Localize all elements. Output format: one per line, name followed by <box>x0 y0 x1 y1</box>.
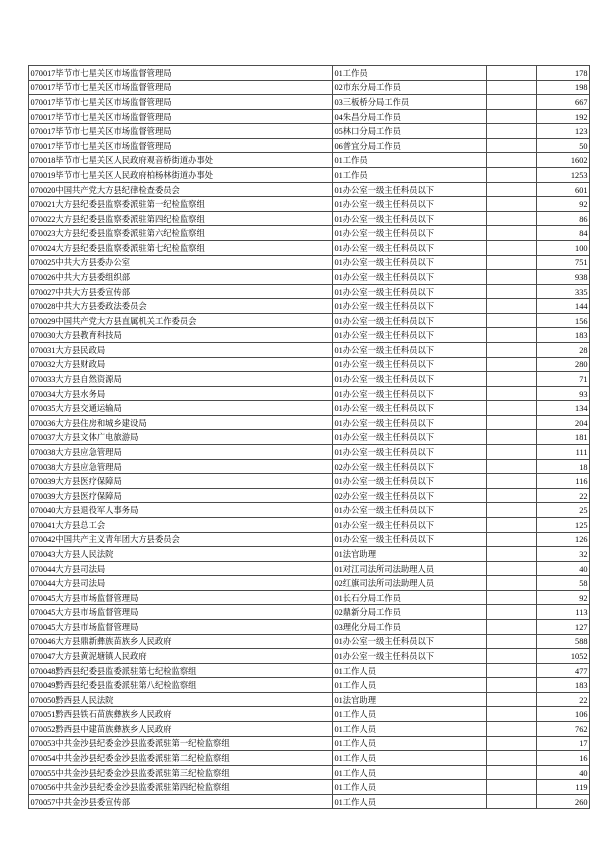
cell-organization[interactable]: 070030大方县教育科技局 <box>29 328 333 343</box>
cell-position[interactable]: 01工作员 <box>333 168 487 183</box>
table-row[interactable] <box>29 605 590 620</box>
cell-count[interactable]: 477 <box>537 663 590 678</box>
cell-blank[interactable] <box>487 168 537 183</box>
cell-position[interactable]: 01办公室一级主任科员以下 <box>333 386 487 401</box>
cell-position[interactable]: 01工作人员 <box>333 736 487 751</box>
table-row[interactable] <box>29 255 590 270</box>
table-row[interactable] <box>29 634 590 649</box>
cell-count[interactable]: 1253 <box>537 168 590 183</box>
cell-count[interactable]: 588 <box>537 634 590 649</box>
cell-blank[interactable] <box>487 430 537 445</box>
cell-blank[interactable] <box>487 270 537 285</box>
cell-position[interactable]: 01办公室一级主任科员以下 <box>333 299 487 314</box>
cell-count[interactable]: 938 <box>537 270 590 285</box>
cell-position[interactable]: 02红旗司法所司法助理人员 <box>333 576 487 591</box>
cell-count[interactable]: 260 <box>537 794 590 809</box>
cell-count[interactable]: 40 <box>537 561 590 576</box>
cell-blank[interactable] <box>487 95 537 110</box>
table-row[interactable] <box>29 590 590 605</box>
table-row[interactable] <box>29 722 590 737</box>
cell-blank[interactable] <box>487 794 537 809</box>
cell-position[interactable]: 01工作人员 <box>333 722 487 737</box>
cell-organization[interactable]: 070045大方县市场监督管理局 <box>29 619 333 634</box>
cell-count[interactable]: 144 <box>537 299 590 314</box>
cell-position[interactable]: 01工作员 <box>333 153 487 168</box>
cell-organization[interactable]: 070044大方县司法局 <box>29 561 333 576</box>
cell-organization[interactable]: 070057中共金沙县委宣传部 <box>29 794 333 809</box>
cell-count[interactable]: 667 <box>537 95 590 110</box>
cell-position[interactable]: 01办公室一级主任科员以下 <box>333 342 487 357</box>
cell-blank[interactable] <box>487 226 537 241</box>
cell-position[interactable]: 02办公室一级主任科员以下 <box>333 459 487 474</box>
table-row[interactable] <box>29 226 590 241</box>
cell-organization[interactable]: 070017毕节市七星关区市场监督管理局 <box>29 138 333 153</box>
cell-position[interactable]: 01办公室一级主任科员以下 <box>333 401 487 416</box>
table-row[interactable] <box>29 197 590 212</box>
cell-position[interactable]: 01工作人员 <box>333 780 487 795</box>
cell-blank[interactable] <box>487 619 537 634</box>
table-body <box>29 66 590 809</box>
cell-count[interactable]: 601 <box>537 182 590 197</box>
cell-position[interactable]: 01对江司法所司法助理人员 <box>333 561 487 576</box>
cell-count[interactable]: 127 <box>537 619 590 634</box>
cell-organization[interactable]: 070017毕节市七星关区市场监督管理局 <box>29 66 333 81</box>
cell-organization[interactable]: 070017毕节市七星关区市场监督管理局 <box>29 95 333 110</box>
cell-blank[interactable] <box>487 532 537 547</box>
table-row[interactable] <box>29 401 590 416</box>
cell-position[interactable]: 01办公室一级主任科员以下 <box>333 226 487 241</box>
cell-organization[interactable]: 070034大方县水务局 <box>29 386 333 401</box>
cell-position[interactable]: 01办公室一级主任科员以下 <box>333 284 487 299</box>
cell-blank[interactable] <box>487 459 537 474</box>
table-row[interactable] <box>29 357 590 372</box>
cell-organization[interactable]: 070039大方县医疗保障局 <box>29 474 333 489</box>
table-row[interactable] <box>29 707 590 722</box>
cell-organization[interactable]: 070036大方县住房和城乡建设局 <box>29 415 333 430</box>
cell-organization[interactable]: 070019毕节市七星关区人民政府柏杨林街道办事处 <box>29 168 333 183</box>
cell-position[interactable]: 01办公室一级主任科员以下 <box>333 445 487 460</box>
cell-position[interactable]: 01办公室一级主任科员以下 <box>333 634 487 649</box>
cell-position[interactable]: 06普宜分局工作员 <box>333 138 487 153</box>
cell-position[interactable]: 01办公室一级主任科员以下 <box>333 503 487 518</box>
cell-count[interactable]: 16 <box>537 751 590 766</box>
cell-organization[interactable]: 070042中国共产主义青年团大方县委员会 <box>29 532 333 547</box>
table-row[interactable] <box>29 415 590 430</box>
cell-position[interactable]: 01工作人员 <box>333 663 487 678</box>
cell-blank[interactable] <box>487 503 537 518</box>
cell-count[interactable]: 17 <box>537 736 590 751</box>
cell-count[interactable]: 181 <box>537 430 590 445</box>
cell-organization[interactable]: 070052黔西县中建苗族彝族乡人民政府 <box>29 722 333 737</box>
cell-blank[interactable] <box>487 576 537 591</box>
cell-blank[interactable] <box>487 211 537 226</box>
cell-count[interactable]: 134 <box>537 401 590 416</box>
cell-position[interactable]: 01办公室一级主任科员以下 <box>333 649 487 664</box>
cell-position[interactable]: 01工作人员 <box>333 707 487 722</box>
table-row[interactable] <box>29 372 590 387</box>
cell-organization[interactable]: 070027中共大方县委宣传部 <box>29 284 333 299</box>
table-row[interactable] <box>29 532 590 547</box>
cell-blank[interactable] <box>487 488 537 503</box>
cell-position[interactable]: 01办公室一级主任科员以下 <box>333 182 487 197</box>
cell-blank[interactable] <box>487 605 537 620</box>
cell-blank[interactable] <box>487 751 537 766</box>
cell-organization[interactable]: 070033大方县自然资源局 <box>29 372 333 387</box>
table-row[interactable] <box>29 138 590 153</box>
cell-blank[interactable] <box>487 517 537 532</box>
table-row[interactable] <box>29 445 590 460</box>
cell-count[interactable]: 106 <box>537 707 590 722</box>
cell-organization[interactable]: 070054中共金沙县纪委金沙县监委派驻第二纪检监察组 <box>29 751 333 766</box>
cell-organization[interactable]: 070017毕节市七星关区市场监督管理局 <box>29 124 333 139</box>
table-row[interactable] <box>29 124 590 139</box>
cell-count[interactable]: 92 <box>537 590 590 605</box>
table-row[interactable] <box>29 780 590 795</box>
cell-count[interactable]: 126 <box>537 532 590 547</box>
cell-position[interactable]: 01办公室一级主任科员以下 <box>333 197 487 212</box>
table-row[interactable] <box>29 182 590 197</box>
cell-blank[interactable] <box>487 66 537 81</box>
cell-position[interactable]: 01办公室一级主任科员以下 <box>333 474 487 489</box>
table-row[interactable] <box>29 736 590 751</box>
table-row[interactable] <box>29 284 590 299</box>
cell-position[interactable]: 03理化分局工作员 <box>333 619 487 634</box>
cell-position[interactable]: 01办公室一级主任科员以下 <box>333 270 487 285</box>
cell-organization[interactable]: 070025中共大方县委办公室 <box>29 255 333 270</box>
cell-position[interactable]: 01办公室一级主任科员以下 <box>333 255 487 270</box>
cell-blank[interactable] <box>487 722 537 737</box>
cell-count[interactable]: 25 <box>537 503 590 518</box>
cell-count[interactable]: 751 <box>537 255 590 270</box>
cell-count[interactable]: 280 <box>537 357 590 372</box>
cell-position[interactable]: 01工作人员 <box>333 794 487 809</box>
cell-blank[interactable] <box>487 80 537 95</box>
cell-organization[interactable]: 070039大方县医疗保障局 <box>29 488 333 503</box>
cell-organization[interactable]: 070045大方县市场监督管理局 <box>29 605 333 620</box>
cell-blank[interactable] <box>487 109 537 124</box>
cell-count[interactable]: 100 <box>537 240 590 255</box>
table-row[interactable] <box>29 794 590 809</box>
cell-count[interactable]: 192 <box>537 109 590 124</box>
cell-count[interactable]: 71 <box>537 372 590 387</box>
table-row[interactable] <box>29 692 590 707</box>
cell-organization[interactable]: 070029中国共产党大方县直属机关工作委员会 <box>29 313 333 328</box>
table-row[interactable] <box>29 619 590 634</box>
cell-organization[interactable]: 070047大方县黄泥塘镇人民政府 <box>29 649 333 664</box>
cell-count[interactable]: 204 <box>537 415 590 430</box>
cell-position[interactable]: 01工作员 <box>333 66 487 81</box>
cell-position[interactable]: 01办公室一级主任科员以下 <box>333 372 487 387</box>
cell-count[interactable]: 113 <box>537 605 590 620</box>
cell-organization[interactable]: 070040大方县退役军人事务局 <box>29 503 333 518</box>
cell-organization[interactable]: 070026中共大方县委组织部 <box>29 270 333 285</box>
cell-blank[interactable] <box>487 342 537 357</box>
cell-position[interactable]: 01工作人员 <box>333 678 487 693</box>
cell-organization[interactable]: 070024大方县纪委县监察委派驻第七纪检监察组 <box>29 240 333 255</box>
cell-count[interactable]: 40 <box>537 765 590 780</box>
cell-blank[interactable] <box>487 284 537 299</box>
cell-position[interactable]: 01工作人员 <box>333 765 487 780</box>
cell-position[interactable]: 03三板桥分局工作员 <box>333 95 487 110</box>
cell-count[interactable]: 28 <box>537 342 590 357</box>
cell-organization[interactable]: 070021大方县纪委县监察委派驻第一纪检监察组 <box>29 197 333 212</box>
table-row[interactable] <box>29 299 590 314</box>
table-row[interactable] <box>29 430 590 445</box>
table-row[interactable] <box>29 517 590 532</box>
cell-position[interactable]: 02鼎新分局工作员 <box>333 605 487 620</box>
cell-blank[interactable] <box>487 634 537 649</box>
table-row[interactable] <box>29 751 590 766</box>
cell-position[interactable]: 01办公室一级主任科员以下 <box>333 328 487 343</box>
cell-count[interactable]: 1052 <box>537 649 590 664</box>
cell-organization[interactable]: 070038大方县应急管理局 <box>29 459 333 474</box>
data-table <box>28 65 590 809</box>
cell-position[interactable]: 02市东分局工作员 <box>333 80 487 95</box>
cell-organization[interactable]: 070037大方县文体广电旅游局 <box>29 430 333 445</box>
cell-organization[interactable]: 070046大方县鼎新彝族苗族乡人民政府 <box>29 634 333 649</box>
cell-blank[interactable] <box>487 372 537 387</box>
cell-blank[interactable] <box>487 313 537 328</box>
cell-count[interactable]: 22 <box>537 692 590 707</box>
cell-blank[interactable] <box>487 328 537 343</box>
cell-blank[interactable] <box>487 386 537 401</box>
cell-count[interactable]: 183 <box>537 678 590 693</box>
cell-count[interactable]: 123 <box>537 124 590 139</box>
cell-position[interactable]: 01法官助理 <box>333 547 487 562</box>
table-row[interactable] <box>29 153 590 168</box>
cell-count[interactable]: 50 <box>537 138 590 153</box>
cell-organization[interactable]: 070031大方县民政局 <box>29 342 333 357</box>
table-row[interactable] <box>29 109 590 124</box>
table-row[interactable] <box>29 95 590 110</box>
table-row[interactable] <box>29 270 590 285</box>
cell-position[interactable]: 02办公室一级主任科员以下 <box>333 488 487 503</box>
cell-organization[interactable]: 070053中共金沙县纪委金沙县监委派驻第一纪检监察组 <box>29 736 333 751</box>
cell-count[interactable]: 84 <box>537 226 590 241</box>
table-row[interactable] <box>29 765 590 780</box>
cell-position[interactable]: 01办公室一级主任科员以下 <box>333 240 487 255</box>
cell-blank[interactable] <box>487 445 537 460</box>
cell-count[interactable]: 156 <box>537 313 590 328</box>
cell-count[interactable]: 32 <box>537 547 590 562</box>
cell-organization[interactable]: 070028中共大方县委政法委员会 <box>29 299 333 314</box>
cell-count[interactable]: 111 <box>537 445 590 460</box>
table-row[interactable] <box>29 503 590 518</box>
cell-organization[interactable]: 070017毕节市七星关区市场监督管理局 <box>29 109 333 124</box>
cell-position[interactable]: 01办公室一级主任科员以下 <box>333 532 487 547</box>
cell-organization[interactable]: 070051黔西县铁石苗族彝族乡人民政府 <box>29 707 333 722</box>
cell-count[interactable]: 58 <box>537 576 590 591</box>
cell-blank[interactable] <box>487 153 537 168</box>
table-row[interactable] <box>29 313 590 328</box>
table-row[interactable] <box>29 547 590 562</box>
cell-organization[interactable]: 070050黔西县人民法院 <box>29 692 333 707</box>
cell-blank[interactable] <box>487 649 537 664</box>
cell-blank[interactable] <box>487 736 537 751</box>
cell-count[interactable]: 86 <box>537 211 590 226</box>
table-row[interactable] <box>29 211 590 226</box>
cell-position[interactable]: 01长石分局工作员 <box>333 590 487 605</box>
table-row[interactable] <box>29 328 590 343</box>
cell-blank[interactable] <box>487 138 537 153</box>
table-row[interactable] <box>29 663 590 678</box>
table-row[interactable] <box>29 66 590 81</box>
cell-organization[interactable]: 070041大方县总工会 <box>29 517 333 532</box>
cell-blank[interactable] <box>487 547 537 562</box>
table-row[interactable] <box>29 240 590 255</box>
cell-organization[interactable]: 070035大方县交通运输局 <box>29 401 333 416</box>
cell-count[interactable]: 335 <box>537 284 590 299</box>
cell-blank[interactable] <box>487 182 537 197</box>
cell-count[interactable]: 119 <box>537 780 590 795</box>
cell-count[interactable]: 116 <box>537 474 590 489</box>
cell-position[interactable]: 01法官助理 <box>333 692 487 707</box>
cell-count[interactable]: 93 <box>537 386 590 401</box>
cell-organization[interactable]: 070049黔西县纪委县监委派驻第八纪检监察组 <box>29 678 333 693</box>
cell-count[interactable]: 1602 <box>537 153 590 168</box>
cell-organization[interactable]: 070032大方县财政局 <box>29 357 333 372</box>
cell-organization[interactable]: 070056中共金沙县纪委金沙县监委派驻第四纪检监察组 <box>29 780 333 795</box>
cell-blank[interactable] <box>487 299 537 314</box>
table-row[interactable] <box>29 342 590 357</box>
cell-organization[interactable]: 070044大方县司法局 <box>29 576 333 591</box>
cell-position[interactable]: 01办公室一级主任科员以下 <box>333 415 487 430</box>
cell-count[interactable]: 92 <box>537 197 590 212</box>
table-row[interactable] <box>29 459 590 474</box>
cell-count[interactable]: 18 <box>537 459 590 474</box>
cell-count[interactable]: 762 <box>537 722 590 737</box>
cell-organization[interactable]: 070020中国共产党大方县纪律检查委员会 <box>29 182 333 197</box>
cell-organization[interactable]: 070017毕节市七星关区市场监督管理局 <box>29 80 333 95</box>
cell-blank[interactable] <box>487 590 537 605</box>
cell-organization[interactable]: 070043大方县人民法院 <box>29 547 333 562</box>
cell-organization[interactable]: 070045大方县市场监督管理局 <box>29 590 333 605</box>
cell-position[interactable]: 01办公室一级主任科员以下 <box>333 211 487 226</box>
cell-blank[interactable] <box>487 357 537 372</box>
cell-blank[interactable] <box>487 663 537 678</box>
cell-blank[interactable] <box>487 765 537 780</box>
cell-count[interactable]: 198 <box>537 80 590 95</box>
cell-blank[interactable] <box>487 124 537 139</box>
cell-position[interactable]: 01办公室一级主任科员以下 <box>333 430 487 445</box>
cell-position[interactable]: 01工作人员 <box>333 751 487 766</box>
cell-blank[interactable] <box>487 780 537 795</box>
cell-position[interactable]: 01办公室一级主任科员以下 <box>333 517 487 532</box>
cell-blank[interactable] <box>487 707 537 722</box>
table-row[interactable] <box>29 561 590 576</box>
cell-blank[interactable] <box>487 692 537 707</box>
cell-position[interactable]: 05林口分局工作员 <box>333 124 487 139</box>
cell-position[interactable]: 01办公室一级主任科员以下 <box>333 313 487 328</box>
table-row[interactable] <box>29 168 590 183</box>
table-row[interactable] <box>29 678 590 693</box>
table-row[interactable] <box>29 386 590 401</box>
cell-count[interactable]: 22 <box>537 488 590 503</box>
cell-blank[interactable] <box>487 401 537 416</box>
cell-count[interactable]: 178 <box>537 66 590 81</box>
cell-position[interactable]: 01办公室一级主任科员以下 <box>333 357 487 372</box>
table-row[interactable] <box>29 474 590 489</box>
cell-blank[interactable] <box>487 197 537 212</box>
cell-organization[interactable]: 070038大方县应急管理局 <box>29 445 333 460</box>
table-row[interactable] <box>29 649 590 664</box>
cell-blank[interactable] <box>487 255 537 270</box>
cell-count[interactable]: 125 <box>537 517 590 532</box>
table-row[interactable] <box>29 80 590 95</box>
cell-position[interactable]: 04朱昌分局工作员 <box>333 109 487 124</box>
cell-organization[interactable]: 070022大方县纪委县监察委派驻第四纪检监察组 <box>29 211 333 226</box>
table-container <box>28 65 588 809</box>
cell-organization[interactable]: 070048黔西县纪委县监委派驻第七纪检监察组 <box>29 663 333 678</box>
table-row[interactable] <box>29 488 590 503</box>
cell-organization[interactable]: 070018毕节市七星关区人民政府观音桥街道办事处 <box>29 153 333 168</box>
cell-blank[interactable] <box>487 415 537 430</box>
cell-blank[interactable] <box>487 678 537 693</box>
cell-blank[interactable] <box>487 561 537 576</box>
cell-blank[interactable] <box>487 474 537 489</box>
cell-count[interactable]: 183 <box>537 328 590 343</box>
table-row[interactable] <box>29 576 590 591</box>
cell-organization[interactable]: 070055中共金沙县纪委金沙县监委派驻第三纪检监察组 <box>29 765 333 780</box>
cell-blank[interactable] <box>487 240 537 255</box>
cell-organization[interactable]: 070023大方县纪委县监察委派驻第六纪检监察组 <box>29 226 333 241</box>
